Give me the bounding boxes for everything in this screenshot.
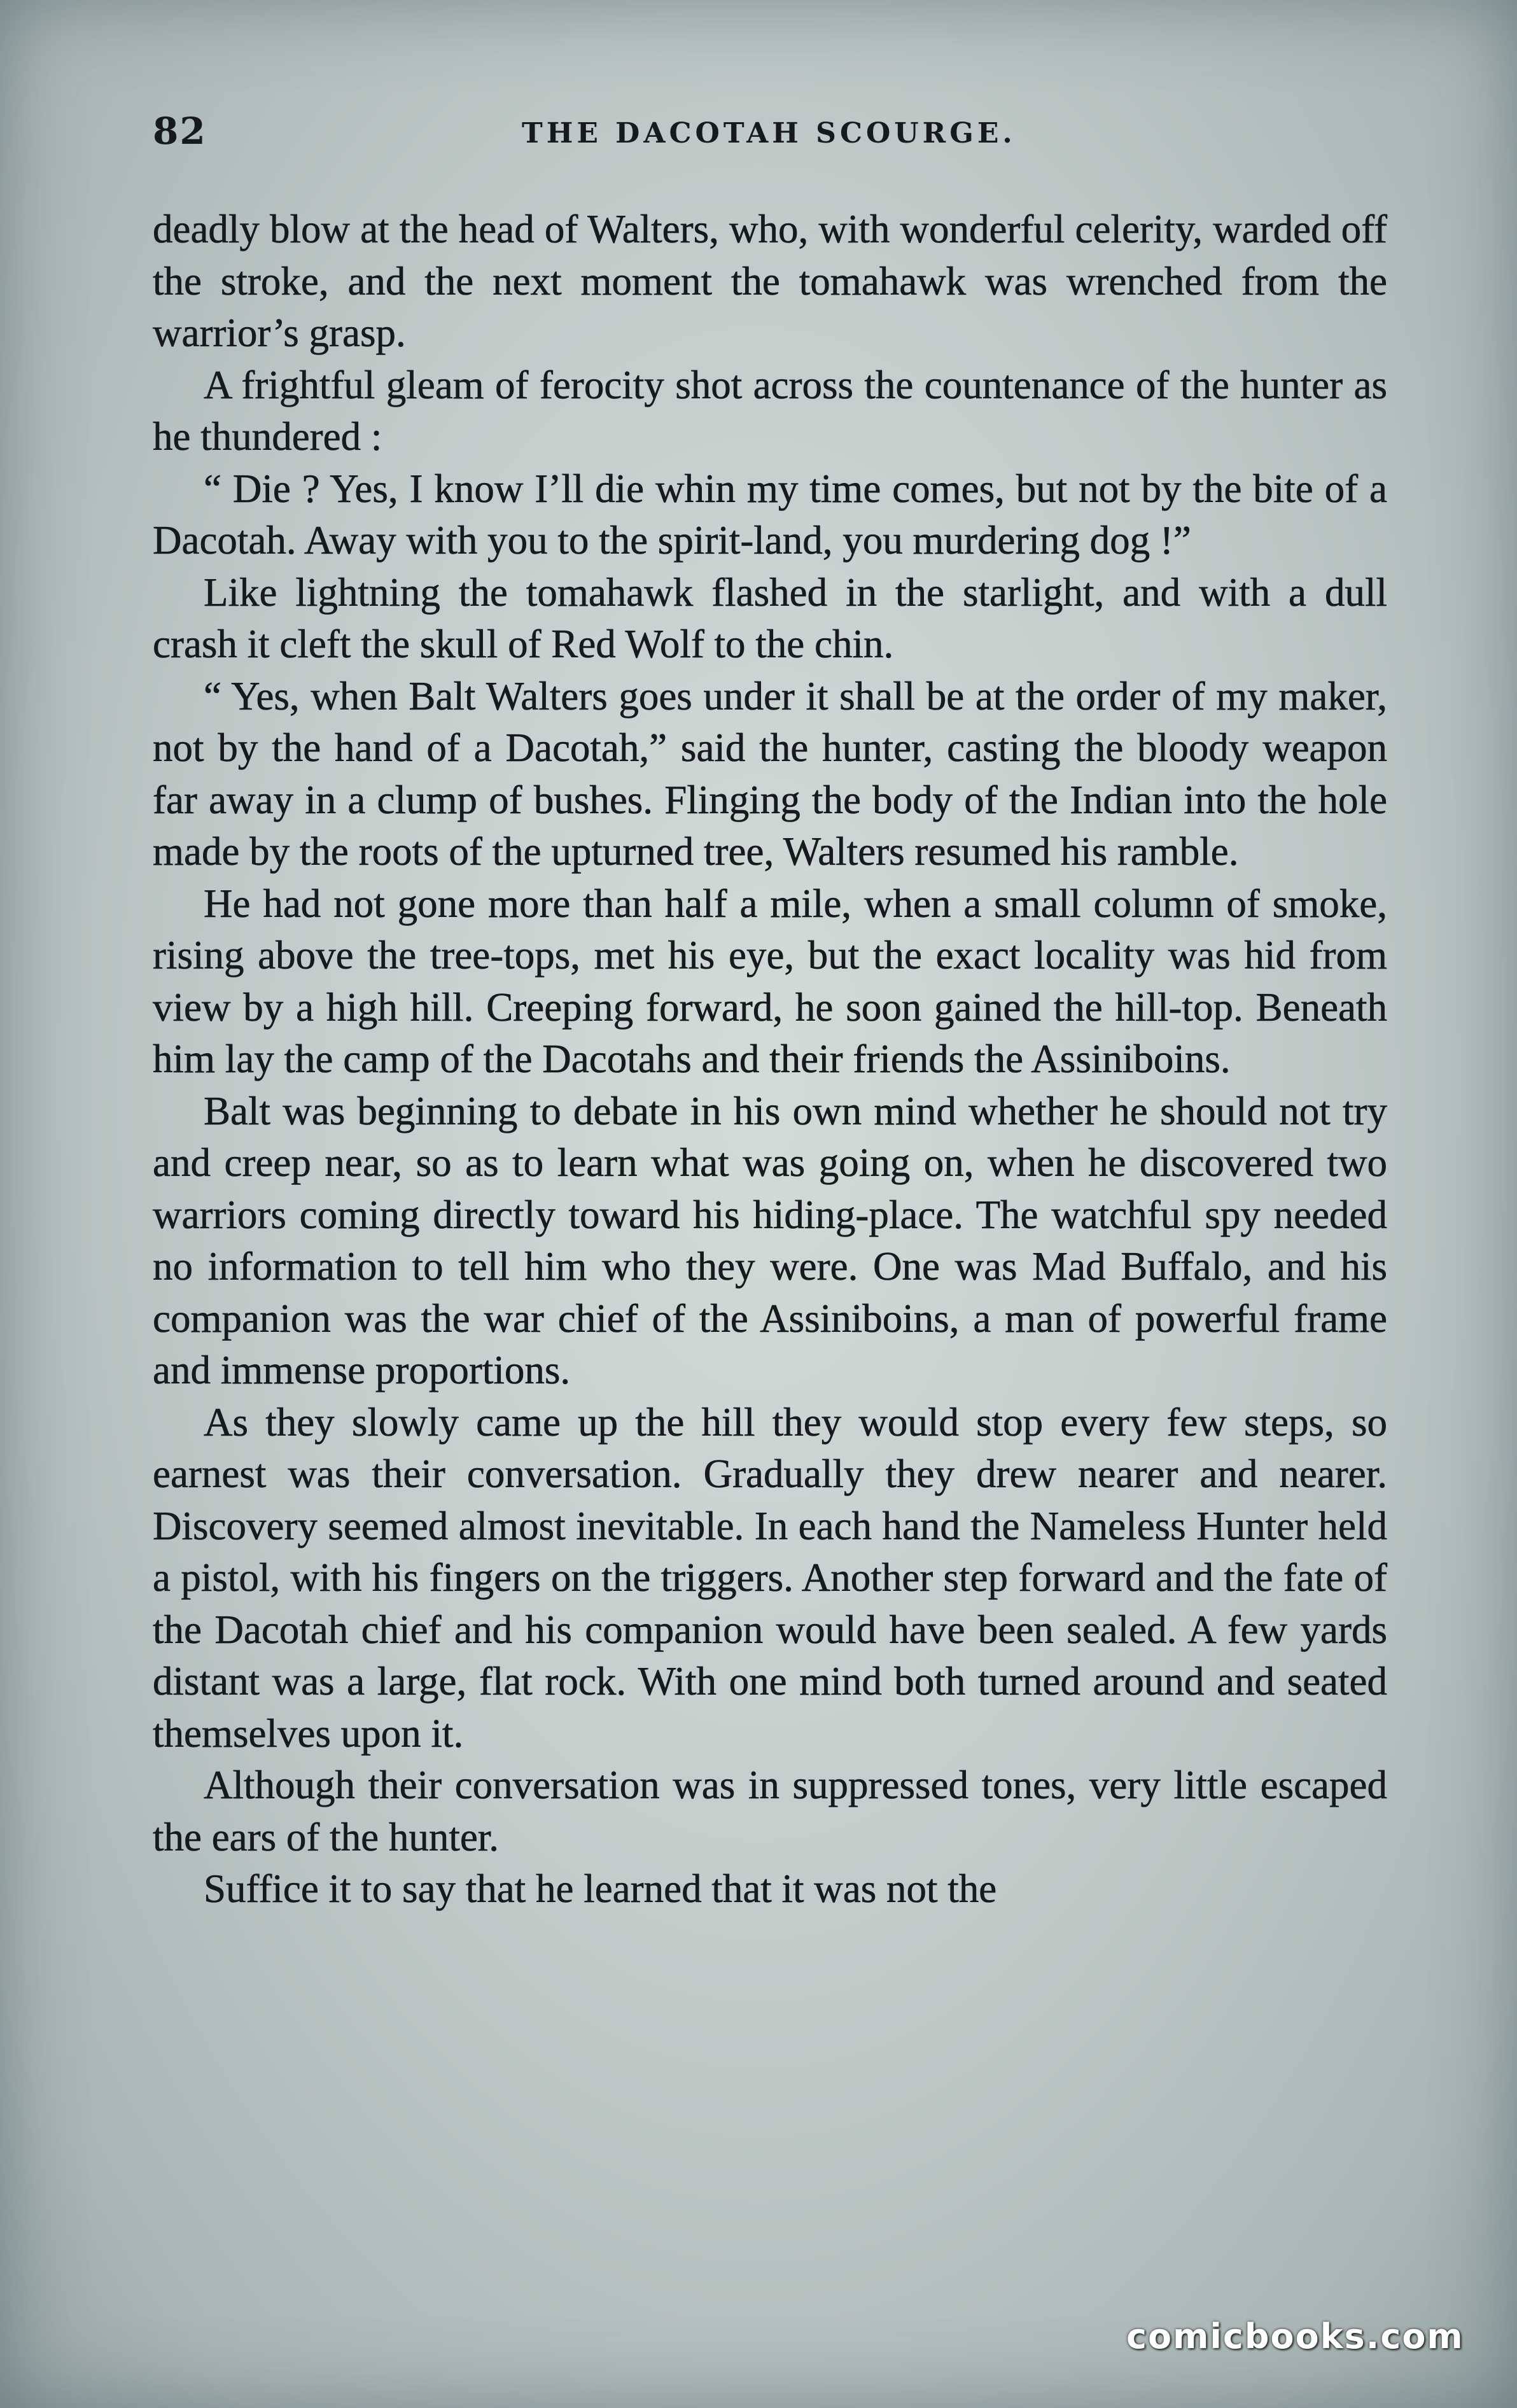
paragraph: deadly blow at the head of Walters, who, with wonderful celerity, warded off the stroke, and the next moment the tomahawk was wrenched from the warrior’s grasp. — [153, 207, 1387, 355]
page-number: 82 — [153, 109, 207, 153]
paragraph: Although their conversation was in suppressed tones, very little escaped the ears of the hunter. — [153, 1763, 1387, 1859]
paragraph: Balt was beginning to debate in his own mind whether he should not try and creep near, so as to learn what was going on, when he discovered two warriors coming directly toward his hiding-place. The watchful spy needed no information to tell him who they were. One was Mad Buffalo, and his companion was the war chief of the Assiniboins, a man of powerful frame and immense proportions. — [153, 1088, 1387, 1392]
paragraph: “ Die ? Yes, I know I’ll die whin my time comes, but not by the bite of a Dacotah. Away with you to the spirit-land, you murdering dog !” — [153, 466, 1387, 563]
paragraph: A frightful gleam of ferocity shot across the countenance of the hunter as he thundered : — [153, 362, 1387, 459]
paragraph: Like lightning the tomahawk flashed in the starlight, and with a dull crash it cleft the skull of Red Wolf to the chin. — [153, 570, 1387, 666]
paragraph: Suffice it to say that he learned that it was not the — [204, 1866, 997, 1911]
paragraph: He had not gone more than half a mile, when a small column of smoke, rising above the tree-tops, met his eye, but the exact locality was hid from view by a high hill. Creeping forward, he soon gained the hill-top. Beneath him lay the camp of the Dacotahs and their friends the Assiniboins. — [153, 881, 1387, 1081]
site-watermark: comicbooks.com — [1126, 2316, 1464, 2356]
paragraph: As they slowly came up the hill they would stop every few steps, so earnest was their conversation. Gradually they drew nearer and nearer. Discovery seemed almost inevitable. In each hand the Nameless Hunter held a pistol, with his fingers on the triggers. Another step forward and the fate of the Dacotah chief and his companion would have been sealed. A few yards distant was a large, flat rock. With one mind both turned around and seated themselves upon it. — [153, 1399, 1387, 1756]
running-head — [153, 102, 1400, 172]
body-text — [153, 204, 1387, 2272]
paragraph: “ Yes, when Balt Walters goes under it shall be at the order of my maker, not by the hand of a Dacotah,” said the hunter, casting the bloody weapon far away in a clump of bushes. Flinging the body of the Indian into the hole made by the roots of the upturned tree, Walters resumed his ramble. — [153, 673, 1387, 874]
running-title: THE DACOTAH SCOURGE. — [522, 117, 1016, 150]
